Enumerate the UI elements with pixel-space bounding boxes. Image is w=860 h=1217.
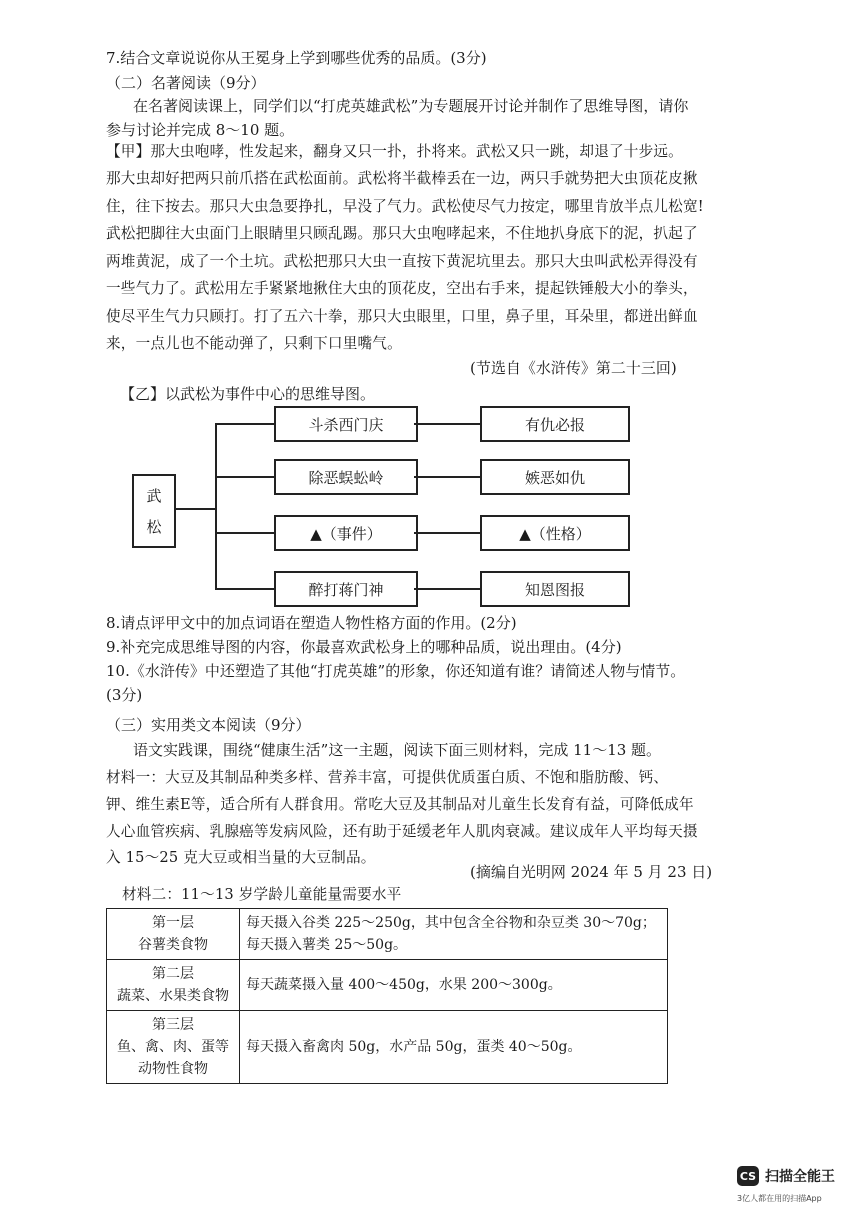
material-2-title: 材料二：11～13 岁学龄儿童能量需要水平 — [122, 886, 402, 903]
connector — [215, 423, 217, 590]
table-row — [107, 960, 668, 1011]
trait-box — [480, 459, 630, 495]
connector — [414, 532, 480, 534]
passage-jia-line: 使尽平生气力只顾打。打了五六十拳，那只大虫眼里，口里，鼻子里，耳朵里，都迸出鲜血 — [106, 308, 698, 325]
logo-tagline: 3亿人都在用的扫描App — [737, 1194, 822, 1203]
layer-food: 动物性食物 — [138, 1061, 208, 1077]
connector — [215, 423, 274, 425]
section-3-intro: 语文实践课，围绕“健康生活”这一主题，阅读下面三则材料，完成 11～13 题。 — [133, 741, 662, 759]
table-row — [107, 909, 668, 960]
trait-box — [480, 406, 630, 442]
mind-map-center — [132, 474, 176, 548]
connector — [215, 532, 274, 534]
material-1-source: (摘编自光明网 2024 年 5 月 23 日) — [470, 863, 713, 881]
layer-label: 第一层 — [152, 915, 194, 931]
cell-text: 每天摄入薯类 25～50g。 — [246, 937, 408, 953]
passage-jia-line: 住，往下按去。那只大虫急要挣扎，早没了气力。武松使尽气力按定，哪里肯放半点儿松宽! — [106, 198, 704, 215]
passage-jia-line: 两堆黄泥，成了一个土坑。武松把那只大虫一直按下黄泥坑里去。那只大虫叫武松弄得没有 — [106, 253, 698, 270]
trait-label: 有仇必报 — [524, 415, 585, 434]
section-2-intro-line-2: 参与讨论并完成 8～10 题。 — [106, 121, 295, 139]
table-row — [107, 1011, 668, 1084]
passage-jia-line: 一些气力了。武松用左手紧紧地揪住大虫的顶花皮，空出右手来，提起铁锤般大小的拳头， — [106, 280, 698, 297]
event-box — [274, 406, 418, 442]
trait-label: 知恩图报 — [524, 580, 585, 599]
event-label: ▲（事件） — [310, 524, 382, 543]
section-3-heading: （三）实用类文本阅读（9分） — [106, 716, 311, 734]
trait-label: 嫉恶如仇 — [524, 468, 585, 487]
table-cell-text — [240, 1011, 668, 1084]
event-box — [274, 571, 418, 607]
layer-food: 鱼、禽、肉、蛋等 — [117, 1039, 229, 1055]
material-1-line: 钾、维生素E等，适合所有人群食用。常吃大豆及其制品对儿童生长发育有益，可降低成年 — [106, 796, 694, 813]
cell-text: 每天摄入谷类 225～250g，其中包含全谷物和杂豆类 30～70g； — [246, 915, 656, 931]
table-cell-layer — [107, 960, 240, 1011]
cs-logo-icon: CS — [737, 1166, 759, 1186]
event-label: 醉打蒋门神 — [308, 580, 384, 599]
layer-label: 第三层 — [152, 1017, 194, 1033]
cell-text: 每天摄入畜禽肉 50g，水产品 50g，蛋类 40～50g。 — [246, 1039, 582, 1055]
connector — [215, 476, 274, 478]
question-7: 7.结合文章说说你从王冕身上学到哪些优秀的品质。(3分) — [106, 49, 487, 67]
question-9: 9.补充完成思维导图的内容，你最喜欢武松身上的哪种品质，说出理由。(4分) — [106, 638, 622, 656]
passage-jia-line: 【甲】那大虫咆哮，性发起来，翻身又只一扑，扑将来。武松又只一跳，却退了十步远。 — [106, 143, 683, 160]
connector — [215, 588, 274, 590]
center-char-top: 武 — [146, 487, 162, 505]
connector — [414, 423, 480, 425]
layer-food: 谷薯类食物 — [138, 937, 208, 953]
table-cell-layer — [107, 909, 240, 960]
connector — [174, 508, 216, 510]
passage-jia-source: (节选自《水浒传》第二十三回) — [470, 359, 677, 377]
passage-jia-line: 那大虫却好把两只前爪搭在武松面前。武松将半截棒丢在一边，两只手就势把大虫顶花皮揪 — [106, 170, 698, 187]
center-char-bottom: 松 — [146, 518, 162, 536]
layer-food: 蔬菜、水果类食物 — [117, 988, 229, 1004]
passage-yi-label: 【乙】以武松为事件中心的思维导图。 — [120, 385, 376, 403]
material-1-line: 人心血管疾病、乳腺癌等发病风险，还有助于延缓老年人肌肉衰减。建议成年人平均每天摄 — [106, 823, 698, 840]
trait-label: ▲（性格） — [519, 524, 591, 543]
trait-box-blank — [480, 515, 630, 551]
connector — [414, 588, 480, 590]
event-box-blank — [274, 515, 418, 551]
section-2-heading: （二）名著阅读（9分） — [106, 74, 266, 92]
passage-jia-line: 武松把脚往大虫面门上眼睛里只顾乱踢。那只大虫咆哮起来，不住地扒身底下的泥，扒起了 — [106, 225, 698, 242]
layer-label: 第二层 — [152, 966, 194, 982]
section-2-intro-line-1: 在名著阅读课上，同学们以“打虎英雄武松”为专题展开讨论并制作了思维导图，请你 — [133, 97, 689, 115]
connector — [414, 476, 480, 478]
material-1-line: 入 15～25 克大豆或相当量的大豆制品。 — [106, 849, 376, 866]
cell-text: 每天蔬菜摄入量 400～450g，水果 200～300g。 — [246, 977, 562, 993]
question-10-line-1: 10.《水浒传》中还塑造了其他“打虎英雄”的形象，你还知道有谁？请简述人物与情节。 — [106, 662, 686, 680]
question-8: 8.请点评甲文中的加点词语在塑造人物性格方面的作用。(2分) — [106, 614, 517, 632]
question-10-line-2: (3分) — [106, 686, 143, 704]
food-pyramid-table — [106, 908, 668, 1084]
event-label: 除恶蜈蚣岭 — [308, 468, 384, 487]
table-cell-text — [240, 960, 668, 1011]
passage-jia-line: 来，一点儿也不能动弹了，只剩下口里嘴气。 — [106, 335, 402, 352]
material-1-line: 材料一：大豆及其制品种类多样、营养丰富，可提供优质蛋白质、不饱和脂肪酸、钙、 — [106, 769, 669, 786]
scanner-logo — [737, 1166, 835, 1186]
trait-box — [480, 571, 630, 607]
event-label: 斗杀西门庆 — [308, 415, 384, 434]
table-cell-text — [240, 909, 668, 960]
logo-name: 扫描全能王 — [765, 1169, 835, 1185]
event-box — [274, 459, 418, 495]
table-cell-layer — [107, 1011, 240, 1084]
